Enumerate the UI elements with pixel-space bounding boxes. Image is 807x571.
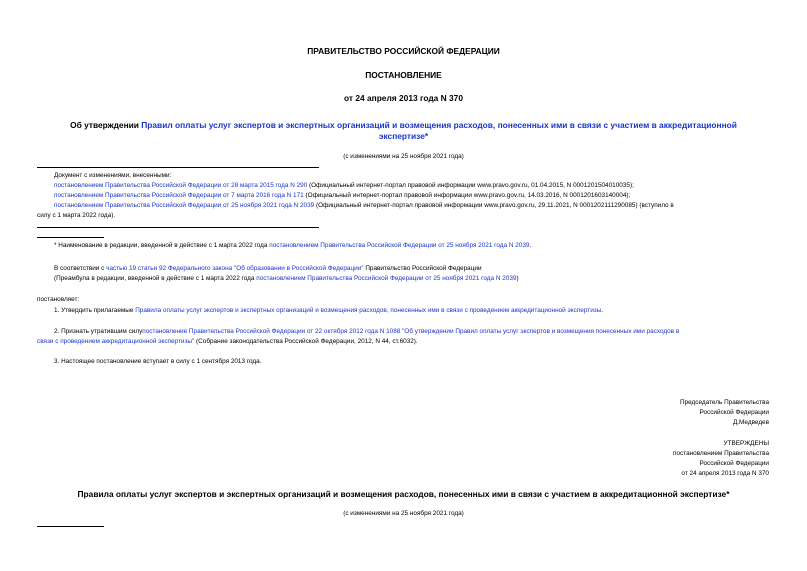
amendment-item — [54, 201, 784, 210]
approved-org: Российской Федерации — [699, 460, 769, 467]
rules-title: Правила оплаты услуг экспертов и экспертных организаций и возмещения расходов, понесенных ими в связи с участием в аккредитационной экспертизе* — [77, 489, 730, 499]
preamble-note-text: (Преамбула в редакции, введенной в действие с 1 марта 2022 года — [54, 275, 257, 282]
footnote-text: * Наименование в редакции, введенной в действие с 1 марта 2022 года — [54, 242, 270, 249]
rules-amendment-note: (с изменениями на 25 ноября 2021 года) — [343, 510, 464, 517]
document-title — [0, 120, 807, 142]
title-link-cont[interactable]: экспертизе* — [378, 131, 429, 141]
rules-link[interactable]: Правила оплаты услуг экспертов и экспертных организаций и возмещения расходов, понесенных ими в связи с проведением аккредитационной экспертизы — [135, 307, 602, 314]
item-2 — [54, 327, 794, 336]
approved-by: постановлением Правительства — [673, 450, 769, 457]
amendment-link[interactable]: постановлением Правительства Российской Федерации от 25 ноября 2021 года N 2039 — [54, 202, 315, 209]
footnote-rule — [37, 237, 104, 238]
document-type: ПОСТАНОВЛЕНИЕ — [365, 70, 442, 80]
amendment-text: (Официальный интернет-портал правовой информации www.pravo.gov.ru, 29.11.2021, N 0001202111290085) (вступило в — [314, 202, 674, 209]
footnote-link[interactable]: постановлением Правительства Российской Федерации от 25 ноября 2021 года N 2039 — [269, 242, 530, 249]
item-1-end: . — [601, 307, 604, 314]
amendment-text-cont: силу с 1 марта 2022 года). — [37, 212, 116, 219]
approved-label: УТВЕРЖДЕНЫ — [723, 440, 769, 447]
separator-rule — [37, 167, 319, 168]
item-2-source: (Собрание законодательства Российской Федерации, 2012, N 44, ст.6032). — [194, 338, 418, 345]
amendment-note: (с изменениями на 25 ноября 2021 года) — [343, 153, 464, 160]
org-name: ПРАВИТЕЛЬСТВО РОССИЙСКОЙ ФЕДЕРАЦИИ — [307, 46, 500, 56]
amendment-item — [54, 181, 784, 190]
preamble-note-link[interactable]: постановлением Правительства Российской Федерации от 25 ноября 2021 года N 2039 — [256, 275, 517, 282]
repealed-link[interactable]: постановление Правительства Российской Федерации от 22 октября 2012 года N 1088 "Об утверждении Правил оплаты услуг экспертов и возмещения понесенных ими расходов в — [142, 328, 680, 335]
separator-rule — [37, 227, 319, 228]
repealed-link-cont[interactable]: связи с проведением аккредитационной экспертизы" — [37, 338, 195, 345]
item-2-cont — [37, 337, 777, 346]
amendment-link[interactable]: постановлением Правительства Российской Федерации от 7 марта 2016 года N 171 — [54, 192, 304, 199]
approved-date: от 24 апреля 2013 года N 370 — [681, 470, 769, 477]
footnote-end: . — [529, 242, 532, 249]
document-date-number: от 24 апреля 2013 года N 370 — [344, 93, 463, 103]
title-prefix: Об утверждении — [70, 120, 142, 130]
amendments-intro: Документ с изменениями, внесенными: — [54, 172, 172, 179]
postanovlyaet: постановляет: — [37, 296, 80, 303]
title-link[interactable]: Правил оплаты услуг экспертов и экспертных организаций и возмещения расходов, понесенных ими в связи с участием в аккредитационной — [141, 120, 737, 130]
item-3: 3. Настоящее постановление вступает в силу с 1 сентября 2013 года. — [54, 358, 262, 365]
item-1-text: 1. Утвердить прилагаемые — [54, 307, 136, 314]
preamble — [54, 264, 794, 273]
amendment-text: (Официальный интернет-портал правовой информации www.pravo.gov.ru, 14.03.2016, N 0001201603140004); — [303, 192, 631, 199]
amendment-text: (Официальный интернет-портал правовой информации www.pravo.gov.ru, 01.04.2015, N 0001201504010035); — [307, 182, 634, 189]
item-1 — [54, 306, 794, 315]
footnote-rule — [37, 526, 104, 527]
preamble-text: В соответствии с — [54, 265, 107, 272]
preamble-text: Правительство Российской Федерации — [363, 265, 482, 272]
preamble-note-end: ) — [516, 275, 519, 282]
footnote — [54, 241, 794, 250]
signature-position: Председатель Правительства — [680, 399, 769, 406]
amendment-link[interactable]: постановлением Правительства Российской Федерации от 28 марта 2015 года N 290 — [54, 182, 308, 189]
signature-org: Российской Федерации — [699, 409, 769, 416]
item-2-text: 2. Признать утратившим силу — [54, 328, 143, 335]
signature-name: Д.Медведев — [732, 419, 769, 426]
amendment-item — [54, 191, 784, 200]
law-link[interactable]: частью 19 статьи 92 Федерального закона "Об образовании в Российской Федерации" — [106, 265, 364, 272]
preamble-note — [54, 274, 794, 283]
